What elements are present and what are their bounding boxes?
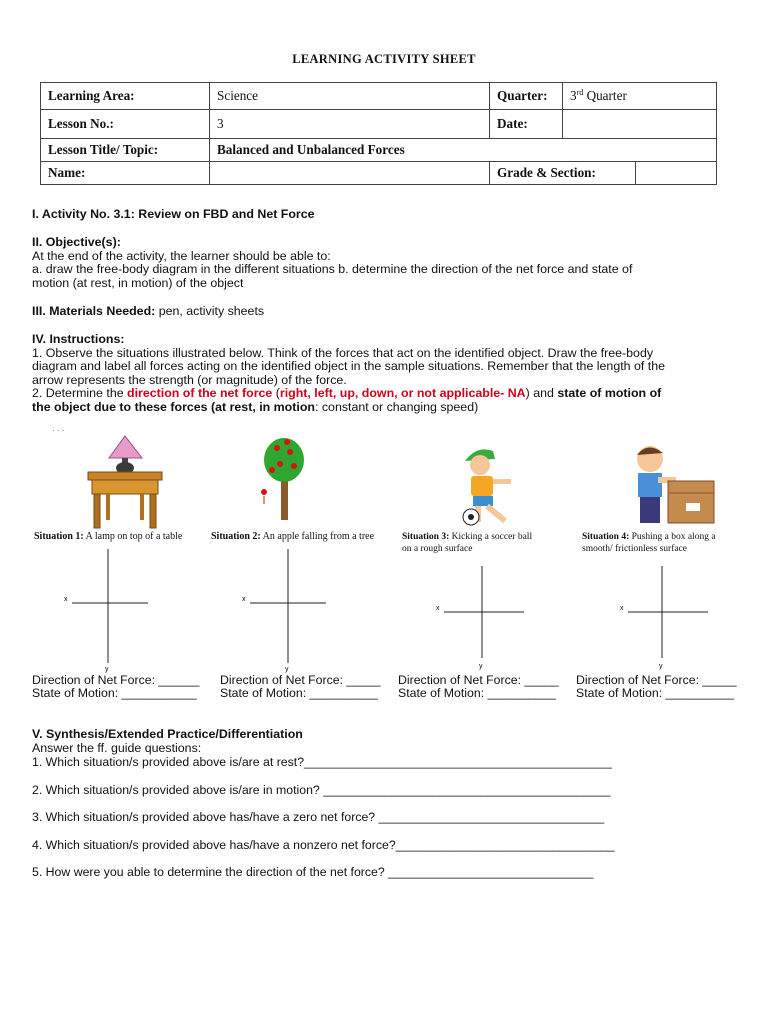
instruction-line: arrow represents the strength (or magnitude) of the force. bbox=[32, 372, 347, 387]
objectives-line: a. draw the free-body diagram in the different situations b. determine the direction of the net force and state of bbox=[32, 262, 633, 277]
fbd-axes[interactable] bbox=[60, 545, 150, 675]
situation-label: Situation 4: bbox=[582, 532, 630, 542]
x-axis-label: x bbox=[64, 596, 68, 603]
objectives-heading: II. Objective(s): bbox=[32, 235, 121, 249]
quarter-label: Quarter: bbox=[490, 83, 563, 110]
learning-area-label: Learning Area: bbox=[41, 83, 210, 110]
answer-block bbox=[398, 674, 559, 701]
situation-label: Situation 2: bbox=[211, 531, 261, 542]
situation-caption bbox=[582, 532, 716, 555]
i2-bold-text: state of motion of bbox=[557, 386, 662, 401]
lesson-no-label: Lesson No.: bbox=[41, 110, 210, 139]
y-axis-label: y bbox=[285, 666, 289, 673]
lesson-no-value: 3 bbox=[210, 110, 490, 139]
i2-bold-text: the object due to these forces (at rest, in motion bbox=[32, 399, 315, 414]
synthesis-block bbox=[32, 728, 303, 755]
answer-block bbox=[32, 674, 199, 701]
direction-answer-line[interactable]: Direction of Net Force: _____ bbox=[576, 673, 737, 687]
instruction-line: diagram and label all forces acting on the identified object in the sample situations. Remember that the length of the bbox=[32, 359, 665, 374]
situation-desc: smooth/ frictionless surface bbox=[582, 543, 688, 554]
date-field[interactable] bbox=[563, 110, 717, 139]
answer-block bbox=[576, 674, 737, 701]
guide-question[interactable]: 4. Which situation/s provided above has/have a nonzero net force?________________________________ bbox=[32, 838, 615, 852]
date-label: Date: bbox=[490, 110, 563, 139]
state-answer-line[interactable]: State of Motion: __________ bbox=[398, 686, 556, 701]
quarter-num: 3 bbox=[570, 88, 577, 103]
grade-field[interactable] bbox=[636, 162, 717, 185]
synthesis-intro: Answer the ff. guide questions: bbox=[32, 740, 202, 755]
activity-heading: I. Activity No. 3.1: Review on FBD and Net Force bbox=[32, 207, 315, 221]
objectives-line: motion (at rest, in motion) of the object bbox=[32, 275, 244, 290]
situation-caption bbox=[402, 532, 532, 555]
state-answer-line[interactable]: State of Motion: ___________ bbox=[32, 686, 197, 701]
x-axis-label: x bbox=[242, 596, 246, 603]
i2-text: ) and bbox=[525, 386, 558, 401]
name-field[interactable] bbox=[210, 162, 490, 185]
y-axis-label: y bbox=[479, 663, 483, 670]
page-title: LEARNING ACTIVITY SHEET bbox=[292, 52, 476, 66]
materials-label: III. Materials Needed: bbox=[32, 304, 156, 318]
y-axis-label: y bbox=[659, 663, 663, 670]
learning-area-value: Science bbox=[210, 83, 490, 110]
lesson-title-value: Balanced and Unbalanced Forces bbox=[210, 139, 717, 162]
situation-desc: on a rough surface bbox=[402, 543, 473, 554]
state-answer-line[interactable]: State of Motion: __________ bbox=[220, 686, 378, 701]
instructions-block bbox=[32, 333, 665, 415]
objectives-block bbox=[32, 236, 632, 290]
info-table bbox=[40, 82, 717, 185]
fbd-axes[interactable] bbox=[616, 562, 712, 672]
situation-desc: Kicking a soccer ball bbox=[449, 532, 533, 542]
situation-caption bbox=[34, 531, 182, 543]
fbd-axes[interactable] bbox=[432, 562, 528, 672]
instruction-line: 1. Observe the situations illustrated below. Think of the forces that act on the identified object. Draw the free-body bbox=[32, 345, 654, 360]
i2-red-text: right, left, up, down, or not applicable- NA bbox=[279, 386, 526, 401]
name-label: Name: bbox=[41, 162, 210, 185]
apple-tree-illustration bbox=[252, 434, 312, 524]
quarter-value bbox=[563, 83, 717, 110]
direction-answer-line[interactable]: Direction of Net Force: _____ bbox=[220, 673, 381, 687]
situation-desc: Pushing a box along a bbox=[629, 532, 716, 542]
quarter-sup: rd bbox=[576, 88, 584, 97]
quarter-text: Quarter bbox=[583, 88, 627, 103]
answer-block bbox=[220, 674, 381, 701]
situation-label: Situation 1: bbox=[34, 531, 84, 542]
situation-desc: An apple falling from a tree bbox=[260, 531, 375, 542]
instructions-heading: IV. Instructions: bbox=[32, 332, 125, 346]
x-axis-label: x bbox=[620, 605, 624, 612]
guide-question[interactable]: 3. Which situation/s provided above has/have a zero net force? _________________________________ bbox=[32, 810, 605, 824]
guide-question[interactable]: 1. Which situation/s provided above is/are at rest?_____________________________________________ bbox=[32, 755, 612, 769]
situation-desc: A lamp on top of a table bbox=[83, 531, 183, 542]
state-answer-line[interactable]: State of Motion: __________ bbox=[576, 686, 734, 701]
guide-question[interactable]: 5. How were you able to determine the direction of the net force? ______________________________ bbox=[32, 865, 594, 879]
synthesis-heading: V. Synthesis/Extended Practice/Differentiation bbox=[32, 727, 303, 741]
scan-mark: · · · bbox=[52, 426, 65, 435]
lesson-title-label: Lesson Title/ Topic: bbox=[41, 139, 210, 162]
i2-text: 2. Determine the bbox=[32, 386, 128, 401]
grade-label: Grade & Section: bbox=[490, 162, 636, 185]
i2-text: ( bbox=[272, 386, 280, 401]
instruction-2 bbox=[32, 387, 665, 401]
i2-text: : constant or changing speed) bbox=[314, 399, 479, 414]
guide-question[interactable]: 2. Which situation/s provided above is/are in motion? __________________________________________ bbox=[32, 783, 611, 797]
instruction-2-cont bbox=[32, 401, 665, 415]
direction-answer-line[interactable]: Direction of Net Force: ______ bbox=[32, 673, 200, 687]
y-axis-label: y bbox=[105, 666, 109, 673]
materials-value: pen, activity sheets bbox=[155, 304, 265, 318]
kicking-ball-illustration bbox=[455, 443, 525, 528]
direction-answer-line[interactable]: Direction of Net Force: _____ bbox=[398, 673, 559, 687]
situation-label: Situation 3: bbox=[402, 532, 450, 542]
x-axis-label: x bbox=[436, 605, 440, 612]
i2-red-text: direction of the net force bbox=[127, 386, 273, 401]
fbd-axes[interactable] bbox=[238, 545, 328, 675]
materials-line bbox=[32, 305, 264, 319]
pushing-box-illustration bbox=[628, 443, 718, 528]
lamp-on-table-illustration bbox=[80, 432, 170, 532]
situation-caption bbox=[211, 531, 374, 543]
objectives-line: At the end of the activity, the learner should be able to: bbox=[32, 248, 331, 263]
